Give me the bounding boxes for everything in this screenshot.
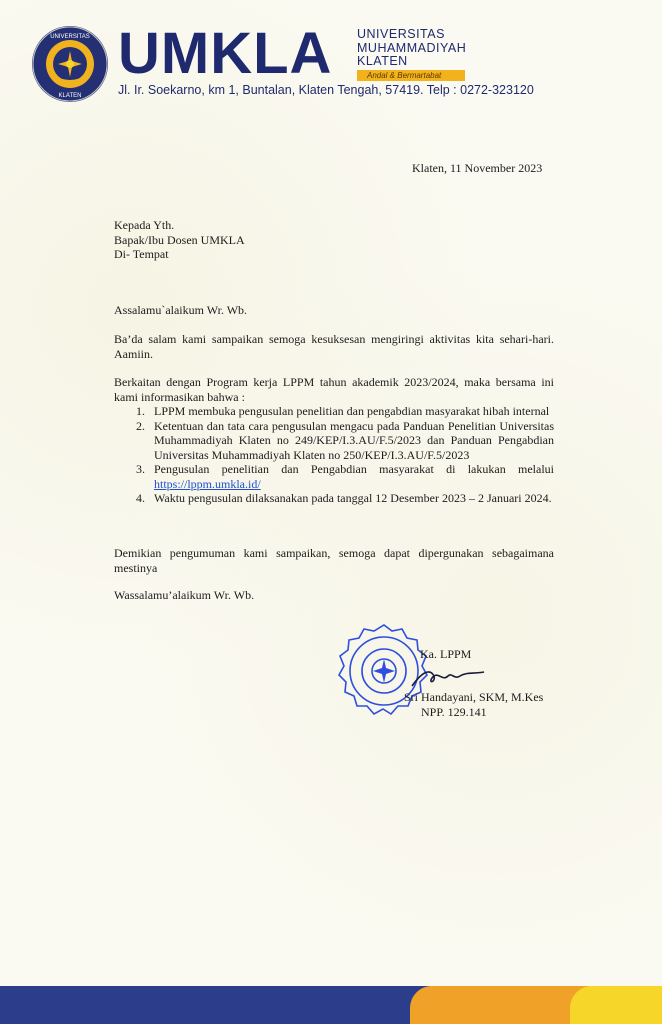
recipient-block <box>114 218 245 262</box>
closing-paragraph: Demikian pengumuman kami sampaikan, semoga dapat dipergunakan sebagaimana mestinya <box>114 546 554 575</box>
footer-yellow-stripe <box>570 986 662 1024</box>
university-name-line: MUHAMMADIYAH <box>357 40 467 55</box>
context-paragraph: Berkaitan dengan Program kerja LPPM tahun akademik 2023/2024, maka bersama ini kami informasikan bahwa : <box>114 375 554 404</box>
list-item-text: Pengusulan penelitian dan Pengabdian masyarakat di lakukan melalui <box>154 462 554 476</box>
footer-band <box>0 986 662 1024</box>
closing-greeting: Wassalamu’alaikum Wr. Wb. <box>114 588 255 602</box>
list-item-text: LPPM membuka pengusulan penelitian dan pengabdian masyarakat hibah internal <box>154 404 550 418</box>
footer-orange-stripe <box>410 986 590 1024</box>
tagline: Andal & Bermartabat <box>357 70 465 81</box>
list-item <box>136 404 554 419</box>
intro-paragraph: Ba’da salam kami sampaikan semoga kesuksesan mengiringi aktivitas kita sehari-hari. Aamiin. <box>114 332 554 361</box>
list-item-text: Ketentuan dan tata cara pengusulan mengacu pada Panduan Penelitian Universitas Muhammadiyah Klaten no 249/KEP/I.3.AU/F.5/2023 dan Panduan Pengabdian Universitas Muhammadiyah Klaten no 250/KEP/I.3.AU/F.5/2023 <box>154 418 554 462</box>
opening-greeting: Assalamu`alaikum Wr. Wb. <box>114 303 248 317</box>
list-item-number: 2. <box>136 418 145 433</box>
letterhead-address: Jl. Ir. Soekarno, km 1, Buntalan, Klaten Tengah, 57419. Telp : 0272-323120 <box>118 83 534 97</box>
svg-text:KLATEN: KLATEN <box>58 93 82 99</box>
signatory-name: Sri Handayani, SKM, M.Kes <box>404 690 544 704</box>
svg-text:UNIVERSITAS: UNIVERSITAS <box>50 34 90 40</box>
university-logo-icon <box>31 25 109 103</box>
handwritten-signature-icon <box>408 662 488 692</box>
list-item-text: Waktu pengusulan dilaksanakan pada tanggal 12 Desember 2023 – 2 Januari 2024. <box>154 491 552 505</box>
footer-blue-stripe <box>0 986 430 1024</box>
list-item <box>136 491 554 506</box>
announcement-list <box>136 404 554 506</box>
signatory-npp: NPP. 129.141 <box>421 705 487 719</box>
signatory-role: Ka. LPPM <box>420 647 472 661</box>
letter-date: Klaten, 11 November 2023 <box>412 161 543 175</box>
university-name-line: UNIVERSITAS <box>357 27 445 41</box>
lppm-website-link[interactable]: https://lppm.umkla.id/ <box>154 476 261 491</box>
list-item <box>136 419 554 463</box>
brand-wordmark: UMKLA <box>118 21 333 86</box>
university-name <box>357 28 466 69</box>
list-item-number: 3. <box>136 462 145 476</box>
recipient-line: Bapak/Ibu Dosen UMKLA <box>114 232 245 247</box>
recipient-line: Kepada Yth. <box>114 218 175 232</box>
recipient-line: Di- Tempat <box>114 247 169 261</box>
list-item <box>136 462 554 491</box>
list-item-number: 4. <box>136 491 145 505</box>
list-item-number: 1. <box>136 404 145 418</box>
university-name-line: KLATEN <box>357 54 408 68</box>
